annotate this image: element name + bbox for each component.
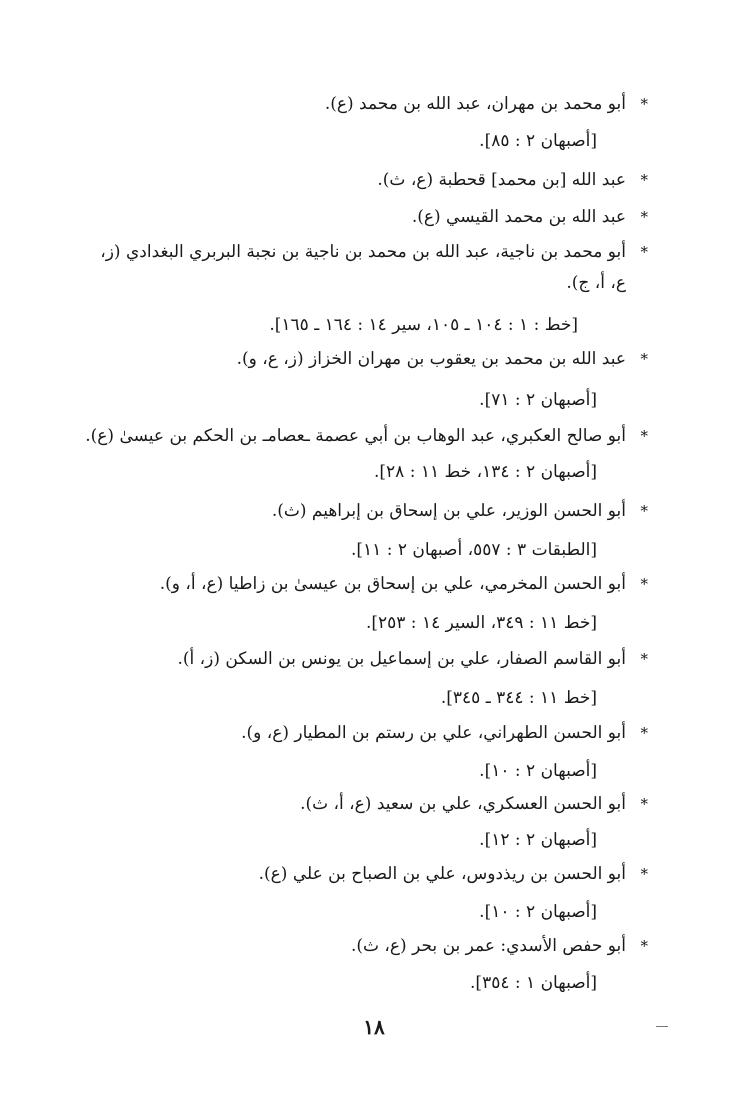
reference-line: [أصبهان ٢ : ١٢]. <box>479 830 597 850</box>
bullet-asterisk: * <box>640 502 648 520</box>
entry-line: أبو القاسم الصفار، علي بن إسماعيل بن يونس بن السكن (ز، أ). <box>177 649 626 669</box>
entry-line: أبو الحسن الوزير، علي بن إسحاق بن إبراهيم (ث). <box>271 501 626 521</box>
entry-line: أبو الحسن العسكري، علي بن سعيد (ع، أ، ث). <box>300 794 626 814</box>
entry-line: أبو الحسن بن ريذدوس، علي بن الصباح بن علي (ع). <box>258 864 626 884</box>
reference-line: [خط ١١ : ٣٤٤ ـ ٣٤٥]. <box>440 688 597 708</box>
reference-line: [خط ١١ : ٣٤٩، السير ١٤ : ٢٥٣]. <box>365 613 597 633</box>
page-number: ١٨ <box>363 1015 385 1039</box>
entry-line: أبو حفص الأسدي: عمر بن بحر (ع، ث). <box>350 936 626 956</box>
entry-line: أبو صالح العكبري، عبد الوهاب بن أبي عصمة ـعصامـ بن الحكم بن عيسىٰ (ع). <box>85 426 626 446</box>
reference-line: [أصبهان ٢ : ٨٥]. <box>479 131 597 151</box>
bullet-asterisk: * <box>640 865 648 883</box>
bullet-asterisk: * <box>640 795 648 813</box>
entry-line: عبد الله بن محمد بن يعقوب بن مهران الخزاز (ز، ع، و). <box>236 349 626 369</box>
entry-continuation: ع، أ، ج). <box>566 273 626 293</box>
entry-line: أبو الحسن الطهراني، علي بن رستم بن المطيار (ع، و). <box>241 723 626 743</box>
reference-line: [أصبهان ٢ : ١٠]. <box>479 902 597 922</box>
bullet-asterisk: * <box>640 427 648 445</box>
bullet-asterisk: * <box>640 171 648 189</box>
bullet-asterisk: * <box>640 350 648 368</box>
entry-line: أبو الحسن المخرمي، علي بن إسحاق بن عيسىٰ بن زاطيا (ع، أ، و). <box>159 574 626 594</box>
bullet-asterisk: * <box>640 937 648 955</box>
reference-line: [خط : ١ : ١٠٤ ـ ١٠٥، سير ١٤ : ١٦٤ ـ ١٦٥]. <box>269 315 578 335</box>
reference-line: [أصبهان ٢ : ١٠]. <box>479 761 597 781</box>
entry-line: عبد الله [بن محمد] قحطبة (ع، ث). <box>377 170 626 190</box>
reference-line: [أصبهان ١ : ٣٥٤]. <box>470 973 597 993</box>
reference-line: [الطبقات ٣ : ٥٥٧، أصبهان ٢ : ١١]. <box>351 540 597 560</box>
entry-line: عبد الله بن محمد القيسي (ع). <box>411 207 626 227</box>
bullet-asterisk: * <box>640 724 648 742</box>
bullet-asterisk: * <box>640 208 648 226</box>
bullet-asterisk: * <box>640 243 648 261</box>
bullet-asterisk: * <box>640 650 648 668</box>
entry-line: أبو محمد بن ناجية، عبد الله بن محمد بن ناجية بن نجبة البربري البغدادي (ز، <box>100 242 626 262</box>
reference-line: [أصبهان ٢ : ١٣٤، خط ١١ : ٢٨]. <box>374 462 597 482</box>
reference-line: [أصبهان ٢ : ٧١]. <box>479 390 597 410</box>
entry-line: أبو محمد بن مهران، عبد الله بن محمد (ع). <box>324 94 626 114</box>
margin-mark <box>656 1026 668 1027</box>
bullet-asterisk: * <box>640 95 648 113</box>
bullet-asterisk: * <box>640 575 648 593</box>
